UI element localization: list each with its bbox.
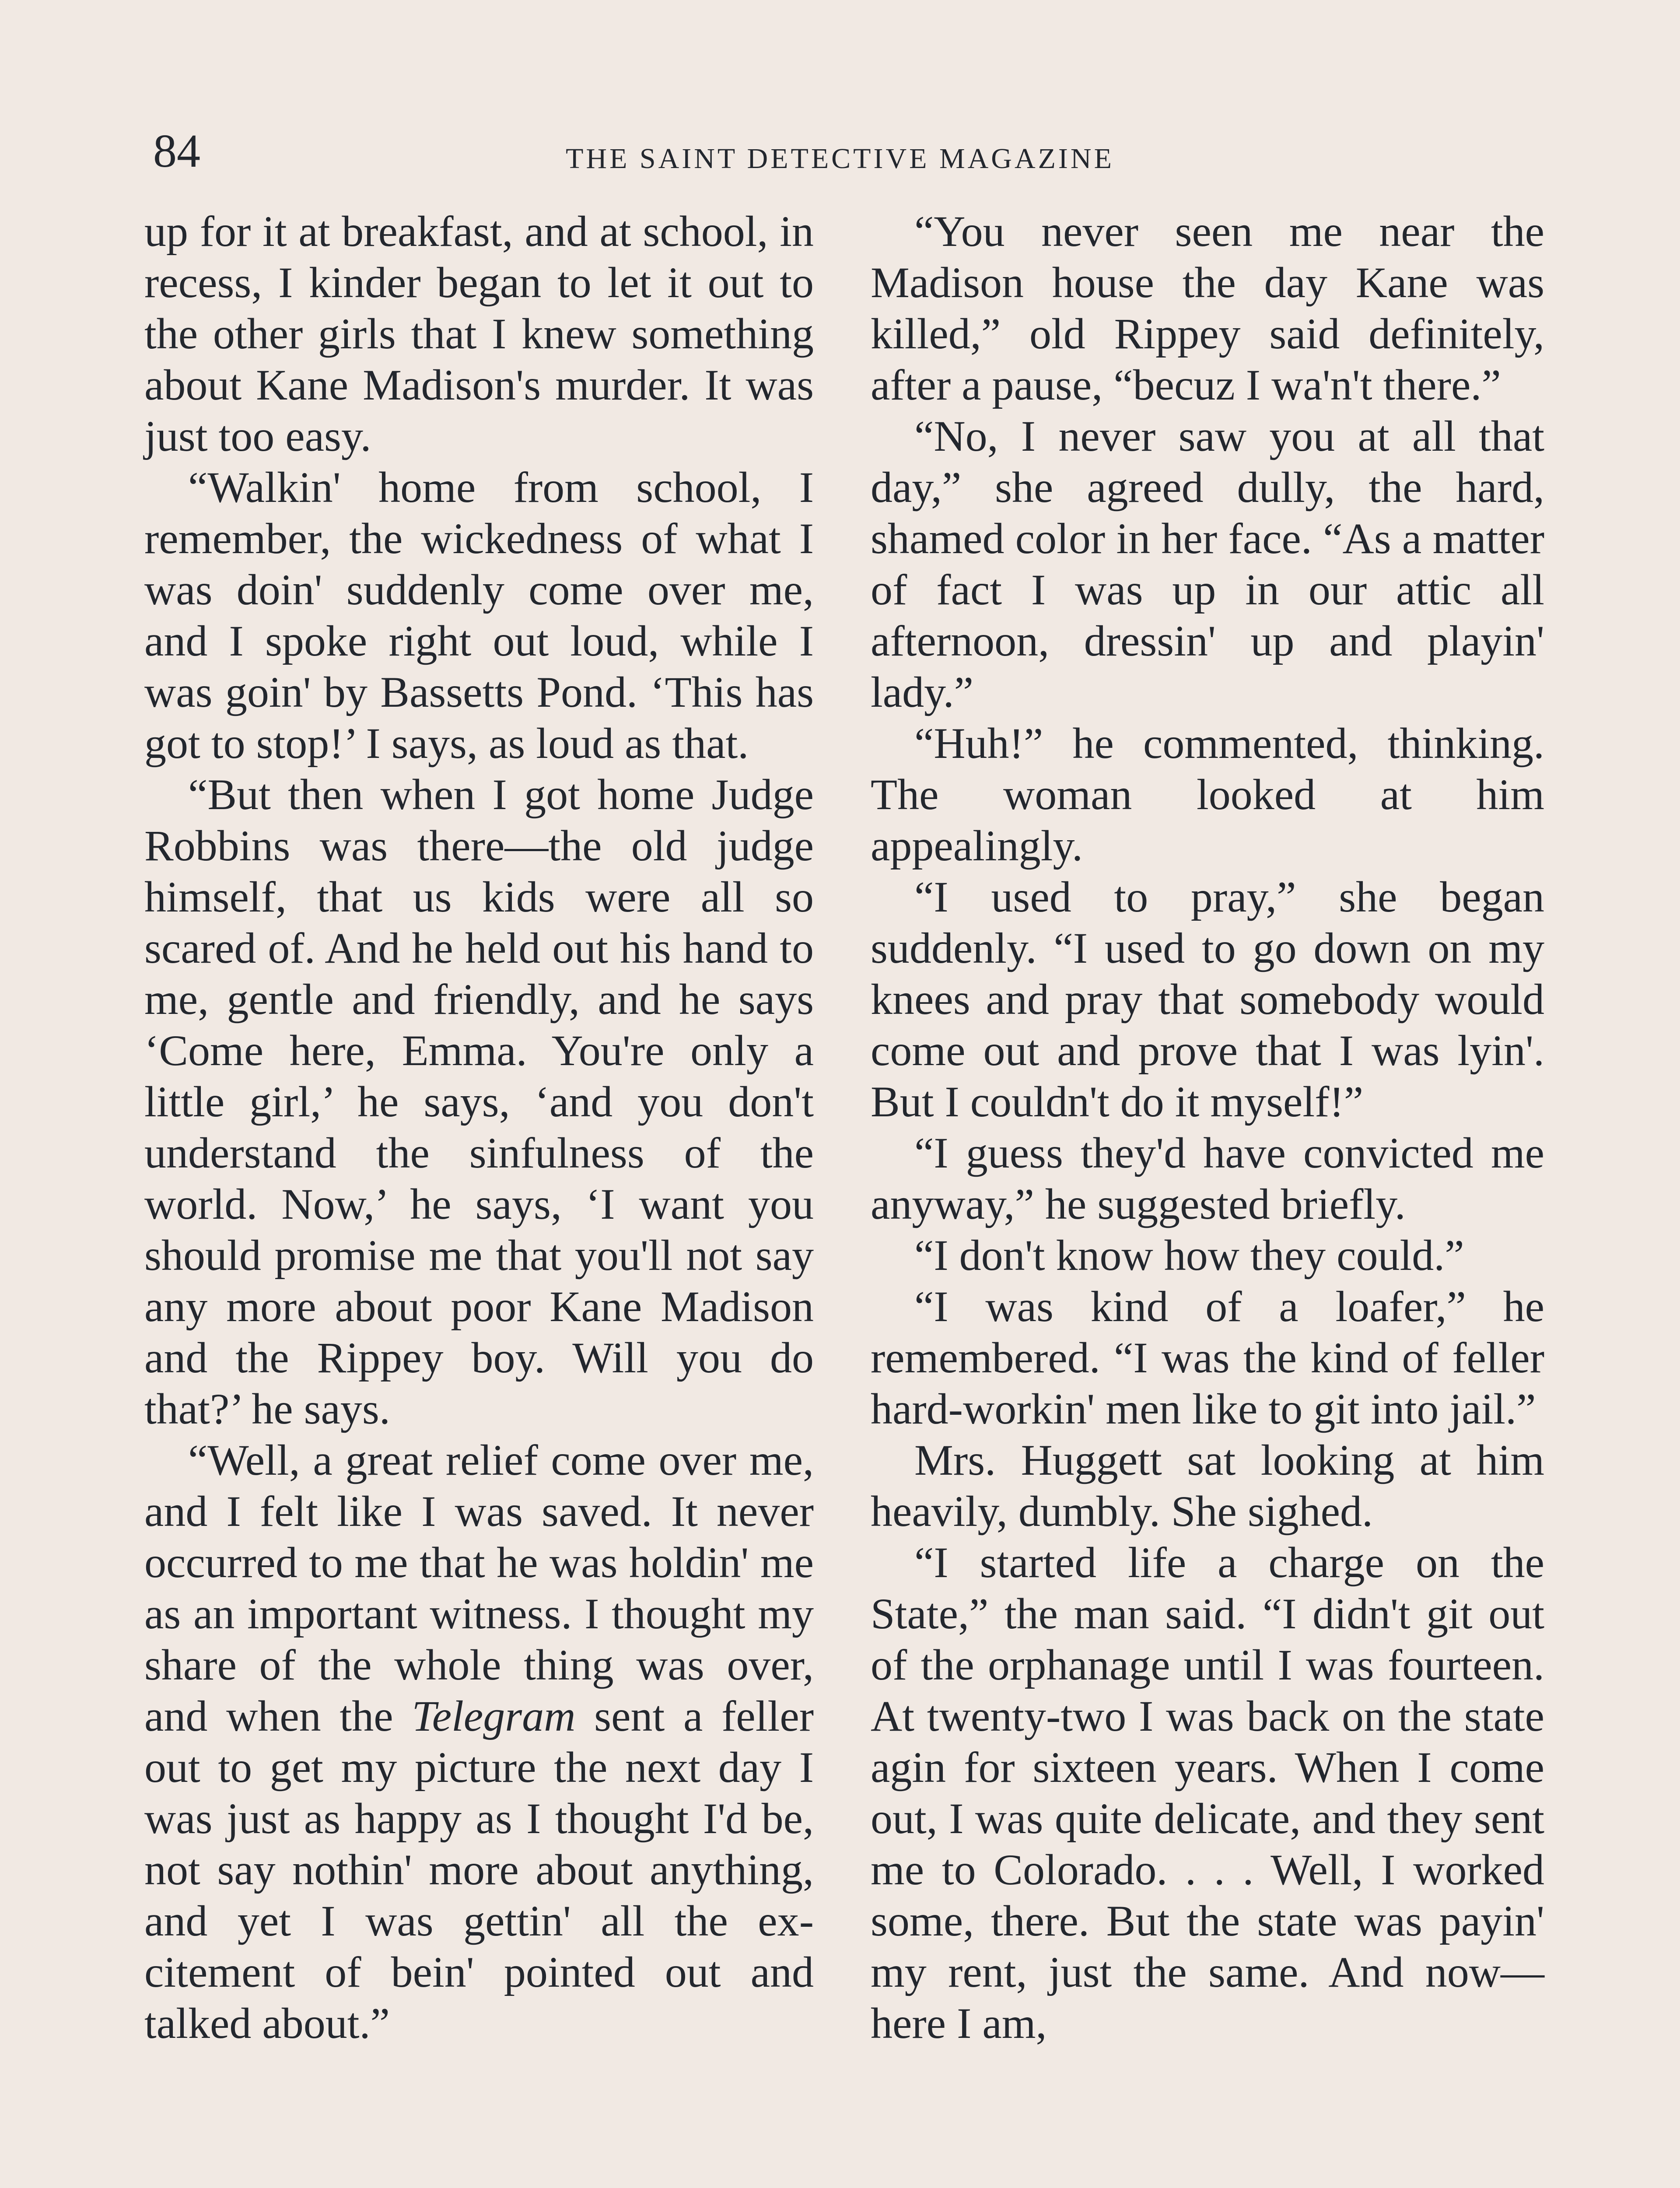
- left-paragraph-3: “But then when I got home Judge Robbins was there—the old judge himself, that us kids were all so scared of. And he held out his hand to me, gentle and friendly, and he says ‘Come here, Emma. You're only a little girl,’ he says, ‘and you don't understand the sinfulness of the world. Now,’ he says, ‘I want you should promise me that you'll not say any more about poor Kane Madison and the Rippey boy. Will you do that?’ he says.: [144, 770, 814, 1433]
- newspaper-name: Telegram: [412, 1692, 576, 1740]
- right-paragraph-4: “I used to pray,” she began suddenly. “I used to go down on my knees and pray that somebody would come out and prove that I was lyin'. But I couldn't do it myself!”: [871, 873, 1544, 1126]
- right-paragraph-5: “I guess they'd have convicted me anyway,” he suggested briefly.: [871, 1129, 1544, 1228]
- right-column: [871, 206, 1544, 2188]
- right-paragraph-7: “I was kind of a loafer,” he remembered. “I was the kind of feller hard-workin' men like to git into jail.”: [871, 1282, 1544, 1433]
- right-paragraph-2: “No, I never saw you at all that day,” she agreed dully, the hard, shamed color in her face. “As a matter of fact I was up in our attic all afternoon, dressin' up and playin' lady.”: [871, 412, 1544, 716]
- left-paragraph-4-end: sent a feller out to get my picture the next day I was just as happy as I thought I'd be, not say nothin' more about anything, and yet I was gettin' all the excitement of bein' pointed out and talked about.”: [144, 1692, 814, 2048]
- right-paragraph-1: “You never seen me near the Madison house the day Kane was killed,” old Rippey said definitely, after a pause, “becuz I wa'n't there.”: [871, 207, 1544, 409]
- left-paragraph-4-start: “Well, a great relief come over me, and I felt like I was saved. It never occurred to me that he was holdin' me as an important witness. I thought my share of the whole thing was over, and when the: [144, 1436, 814, 1740]
- right-paragraph-6: “I don't know how they could.”: [914, 1231, 1464, 1280]
- left-paragraph-4: [144, 1434, 814, 2049]
- right-paragraph-3: “Huh!” he commented, thinking. The woman looked at him appealingly.: [871, 719, 1544, 870]
- left-paragraph-2: “Walkin' home from school, I remember, the wickedness of what I was doin' suddenly come over me, and I spoke right out loud, while I was goin' by Bassetts Pond. ‘This has got to stop!’ I says, as loud as that.: [144, 463, 814, 768]
- right-paragraph-8: Mrs. Huggett sat looking at him heavily, dumbly. She sighed.: [871, 1436, 1544, 1536]
- running-head: THE SAINT DETECTIVE MAGAZINE: [566, 143, 1114, 175]
- left-column: [144, 206, 814, 2188]
- left-paragraph-1: up for it at breakfast, and at school, in recess, I kinder began to let it out to the other girls that I knew something about Kane Madison's murder. It was just too easy.: [144, 207, 814, 460]
- page-number: 84: [153, 125, 200, 177]
- right-paragraph-9: “I started life a charge on the State,” the man said. “I didn't git out of the orphanage until I was fourteen. At twenty-two I was back on the state agin for sixteen years. When I come out, I was quite delicate, and they sent me to Colorado. . . . Well, I worked some, there. But the state was payin' my rent, just the same. And now—here I am,: [871, 1538, 1544, 2048]
